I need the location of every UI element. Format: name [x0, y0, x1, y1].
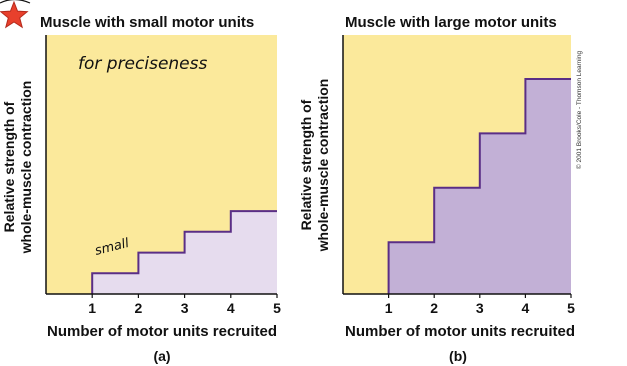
x-tick-label: 3: [180, 300, 189, 316]
x-tick-label: 2: [134, 300, 143, 316]
handwritten-note: for preciseness: [78, 54, 208, 74]
x-tick-label: 3: [475, 300, 484, 316]
x-tick-label: 1: [88, 300, 97, 316]
star-icon: [1, 2, 28, 27]
panel-b-y-label-line2: whole-muscle contraction: [315, 78, 331, 252]
panel-a-x-ticks: [88, 294, 281, 316]
panel-b: [298, 14, 583, 364]
x-tick-label: 4: [521, 300, 530, 316]
panel-a-y-label-line1: Relative strength of: [1, 101, 17, 233]
panel-b-label: (b): [449, 348, 467, 364]
x-tick-label: 5: [273, 300, 281, 316]
panel-a-title: Muscle with small motor units: [40, 14, 255, 31]
copyright-credit: © 2001 Brooks/Cole - Thomson Learning: [576, 50, 583, 170]
panel-a-x-label: Number of motor units recruited: [46, 323, 278, 340]
annotation-circle-mark: [0, 0, 30, 3]
panel-b-x-ticks: [385, 294, 575, 316]
panel-b-y-label-line1: Relative strength of: [298, 99, 314, 231]
x-tick-label: 5: [567, 300, 575, 316]
x-tick-label: 2: [430, 300, 439, 316]
panel-a-label: (a): [153, 348, 171, 364]
panel-a: [1, 14, 281, 364]
panel-b-x-label: Number of motor units recruited: [344, 323, 576, 340]
handwritten-small-label: small: [93, 235, 131, 259]
panel-b-title: Muscle with large motor units: [345, 14, 557, 31]
panel-a-y-label-line2: whole-muscle contraction: [18, 80, 34, 254]
x-tick-label: 4: [226, 300, 235, 316]
x-tick-label: 1: [384, 300, 393, 316]
